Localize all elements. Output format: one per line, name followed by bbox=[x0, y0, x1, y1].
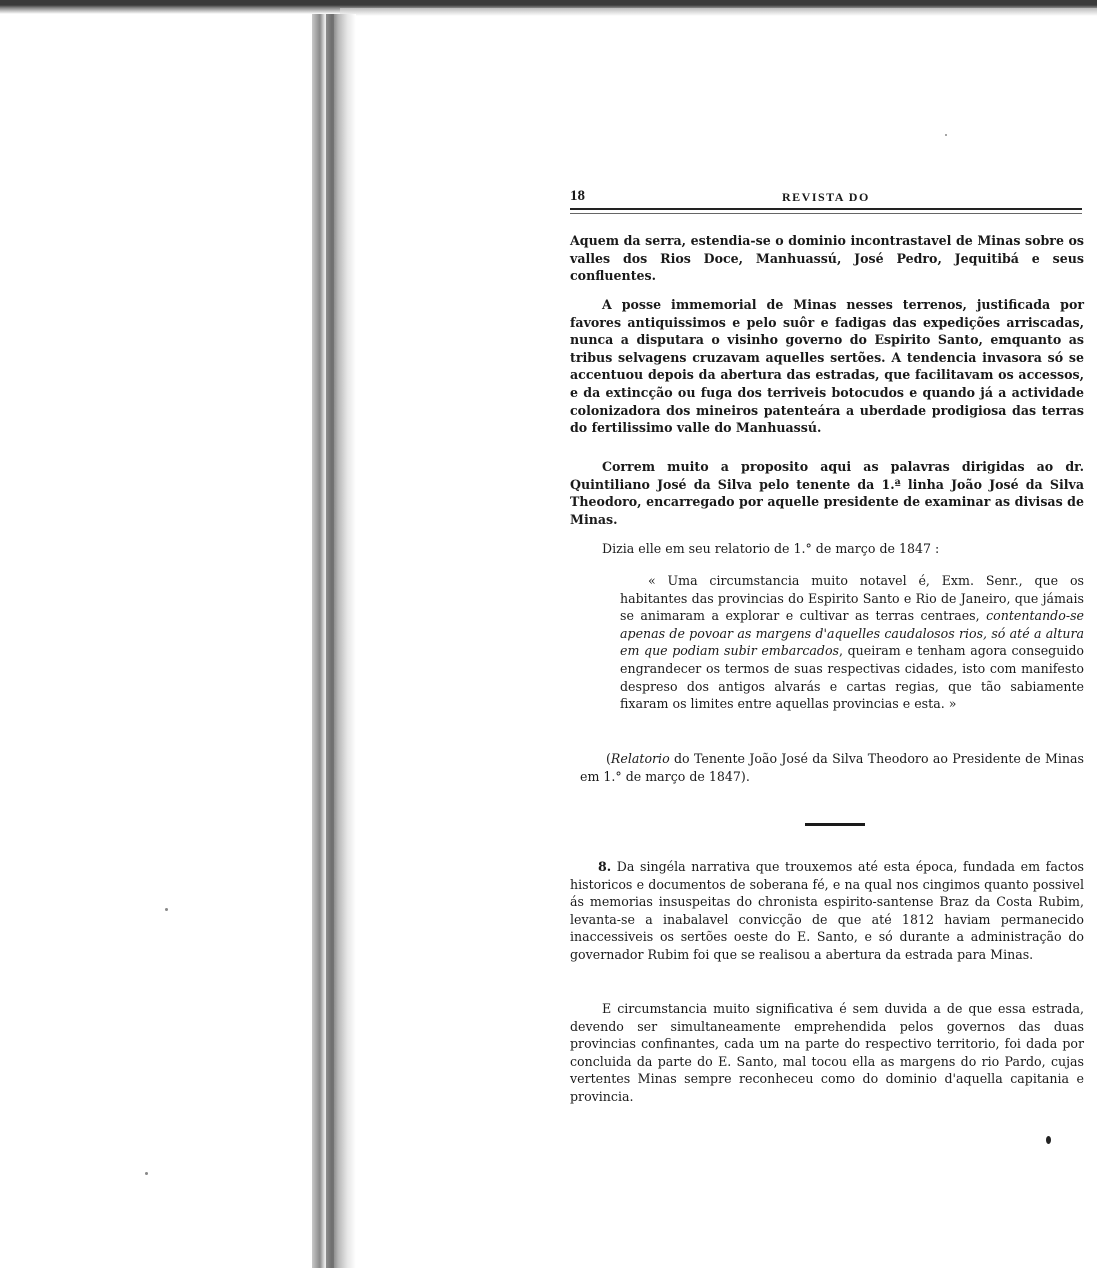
running-title: REVISTA DO bbox=[782, 190, 870, 204]
paragraph-serra: Aquem da serra, estendia-se o dominio incontrastavel de Minas sobre os valles dos Rios Doce, Manhuassú, José Pedro, Jequitibá e seus confluentes. bbox=[570, 233, 1084, 284]
paragraph-circumstancia: E circumstancia muito significativa é sem duvida a de que essa estrada, devendo ser simultaneamente emprehendida pelos governos das duas provincias confinantes, cada um na parte do respectivo territorio, foi dada por concluida da parte do E. Santo, mal tocou ella as margens do rio Pardo, cujas vertentes Minas sempre reconheceu como do dominio d'aquella capitania e provincia. bbox=[570, 1001, 1084, 1104]
paragraph-correm: Correm muito a proposito aqui as palavras dirigidas ao dr. Quintiliano José da Silva pelo tenente da 1.ª linha João José da Silva Theodoro, encarregado por aquelle presidente de examinar as divisas de Minas. bbox=[570, 459, 1084, 527]
quote-text-start: « Uma circumstancia muito notavel é, Exm. Senr., que os habitantes das provincias do Espirito Santo e Rio de Janeiro, que jámais se animaram a explorar e cultivar as terras centraes, bbox=[620, 573, 1084, 624]
quote-italic-text: contentando-se apenas de povoar as margens d'aquelles caudalosos rios, só até a altura em que podiam subir embarcados bbox=[620, 608, 1084, 659]
header-rule bbox=[570, 208, 1082, 214]
citation-rest: do Tenente João José da Silva Theodoro ao Presidente de Minas em 1.° de março de 1847). bbox=[580, 751, 1084, 784]
scan-speck bbox=[165, 908, 168, 911]
page-header bbox=[570, 188, 1082, 214]
paragraph-posse: A posse immemorial de Minas nesses terrenos, justificada por favores antiquissimos e pelo suôr e fadigas das expedições arriscadas, nunca a disputara o visinho governo do Espirito Santo, emquanto as tribus selvagens cruzavam aquelles sertões. A tendencia invasora só se accentuou depois da abertura das estradas, que facilitavam os accessos, e da extincção ou fuga dos terriveis botocudos e quando já a actividade colonizadora dos mineiros patenteára a uberdade prodigiosa das terras do fertilissimo valle do Manhuassú. bbox=[570, 297, 1084, 436]
binding-gutter bbox=[312, 14, 356, 1268]
section-separator bbox=[805, 823, 865, 826]
quote-text-end: , queiram e tenham agora conseguido engrandecer os termos de suas respectivas cidades, isto com manifesto despreso dos antigos alvarás e cartas regias, que tão sabiamente fixaram os limites entre aquellas provincias e esta. » bbox=[620, 643, 1084, 712]
citation-open: ( bbox=[606, 751, 611, 766]
scan-top-shadow bbox=[340, 8, 1097, 16]
page-number: 18 bbox=[570, 188, 585, 204]
quote-citation bbox=[580, 750, 1084, 785]
scan-speck bbox=[1046, 1136, 1051, 1144]
scan-speck bbox=[945, 134, 947, 136]
block-quote bbox=[620, 572, 1084, 713]
scan-speck bbox=[145, 1172, 148, 1175]
section-8-paragraph bbox=[570, 858, 1084, 964]
section-8-text: Da singéla narrativa que trouxemos até esta época, fundada em factos historicos e documentos de soberana fé, e na qual nos cingimos quanto possivel ás memorias insuspeitas do chronista espirito-santense Braz da Costa Rubim, levanta-se a inabalavel convicção de que até 1812 haviam permanecido inaccessiveis os sertões oeste do E. Santo, e só durante a administração do governador Rubim foi que se realisou a abertura da estrada para Minas. bbox=[570, 859, 1084, 962]
section-number: 8. bbox=[598, 859, 612, 874]
binding-gutter-shadow bbox=[326, 14, 334, 1268]
paragraph-dizia: Dizia elle em seu relatorio de 1.° de março de 1847 : bbox=[602, 541, 940, 556]
citation-italic: Relatorio bbox=[610, 751, 670, 766]
